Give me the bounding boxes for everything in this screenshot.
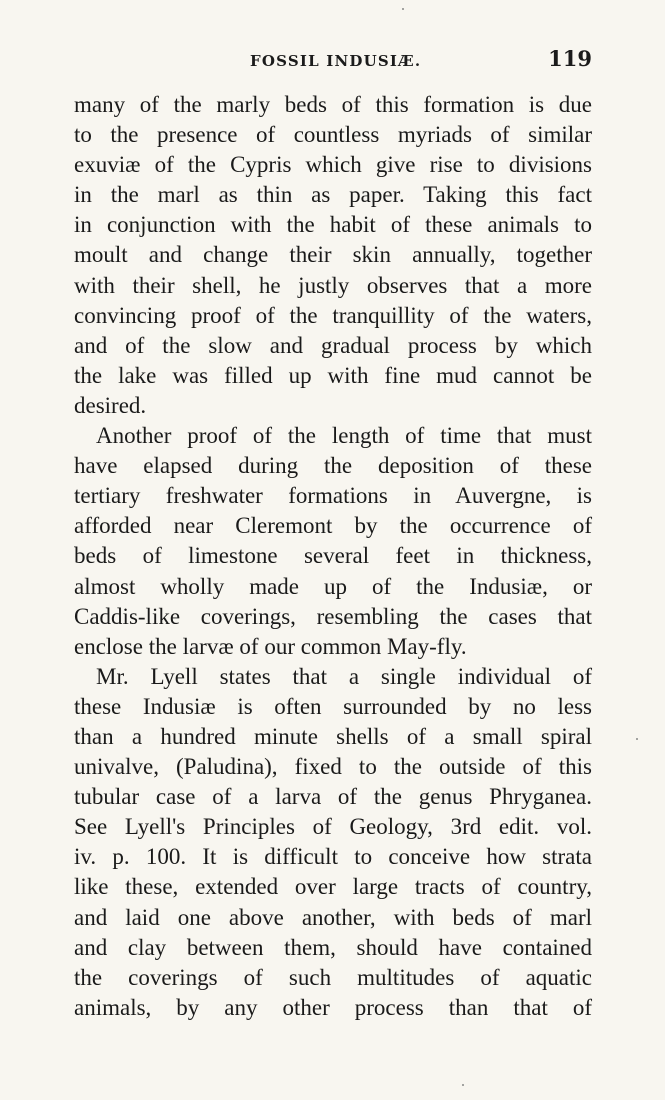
text-line: animals, by any other process than that of bbox=[74, 994, 592, 1020]
text-line: iv. p. 100. It is difficult to conceive how strata bbox=[74, 844, 592, 870]
text-line: tertiary freshwater formations in Auvergne, is bbox=[74, 483, 592, 509]
paper-speck bbox=[462, 1084, 464, 1086]
text-line: moult and change their skin annually, together bbox=[74, 242, 592, 268]
paragraph bbox=[74, 421, 592, 662]
text-line: in conjunction with the habit of these animals to bbox=[74, 212, 592, 238]
text-line: many of the marly beds of this formation is due bbox=[74, 92, 592, 117]
text-line: exuviæ of the Cypris which give rise to divisions bbox=[74, 152, 592, 178]
text-line: with their shell, he justly observes that a more bbox=[74, 272, 592, 298]
text-line: tubular case of a larva of the genus Phryganea. bbox=[74, 784, 592, 810]
running-head: FOSSIL INDUSIÆ. bbox=[250, 52, 422, 70]
paragraph bbox=[74, 662, 592, 1023]
paragraph bbox=[74, 90, 592, 421]
text-line: and clay between them, should have contained bbox=[74, 934, 592, 960]
paper-speck bbox=[402, 8, 404, 10]
body-text bbox=[74, 90, 592, 1023]
text-line: convincing proof of the tranquillity of the waters, bbox=[74, 302, 592, 328]
text-line: univalve, (Paludina), fixed to the outside of this bbox=[74, 754, 592, 780]
text-line: than a hundred minute shells of a small spiral bbox=[74, 723, 592, 749]
text-line: like these, extended over large tracts of country, bbox=[74, 874, 592, 900]
text-line: almost wholly made up of the Indusiæ, or bbox=[74, 573, 592, 599]
text-line: beds of limestone several feet in thickness, bbox=[74, 543, 592, 569]
text-line: desired. bbox=[74, 392, 147, 418]
page-header bbox=[74, 46, 594, 80]
text-line: Caddis-like coverings, resembling the cases that bbox=[74, 603, 592, 629]
text-line: these Indusiæ is often surrounded by no less bbox=[74, 693, 592, 719]
text-line: the lake was filled up with fine mud cannot be bbox=[74, 362, 592, 388]
text-line: and of the slow and gradual process by which bbox=[74, 332, 592, 358]
text-line: in the marl as thin as paper. Taking this fact bbox=[74, 182, 592, 208]
text-line: Another proof of the length of time that must bbox=[96, 423, 592, 449]
text-line: and laid one above another, with beds of marl bbox=[74, 904, 592, 930]
page-number: 119 bbox=[548, 46, 592, 71]
text-line: enclose the larvæ of our common May-fly. bbox=[74, 633, 467, 659]
text-line: the coverings of such multitudes of aquatic bbox=[74, 964, 592, 990]
paper-speck bbox=[636, 738, 638, 740]
text-line: Mr. Lyell states that a single individual of bbox=[96, 663, 592, 689]
text-line: afforded near Cleremont by the occurrence of bbox=[74, 513, 592, 539]
text-line: to the presence of countless myriads of similar bbox=[74, 122, 592, 148]
text-line: See Lyell's Principles of Geology, 3rd edit. vol. bbox=[74, 814, 592, 840]
text-line: have elapsed during the deposition of these bbox=[74, 453, 592, 479]
